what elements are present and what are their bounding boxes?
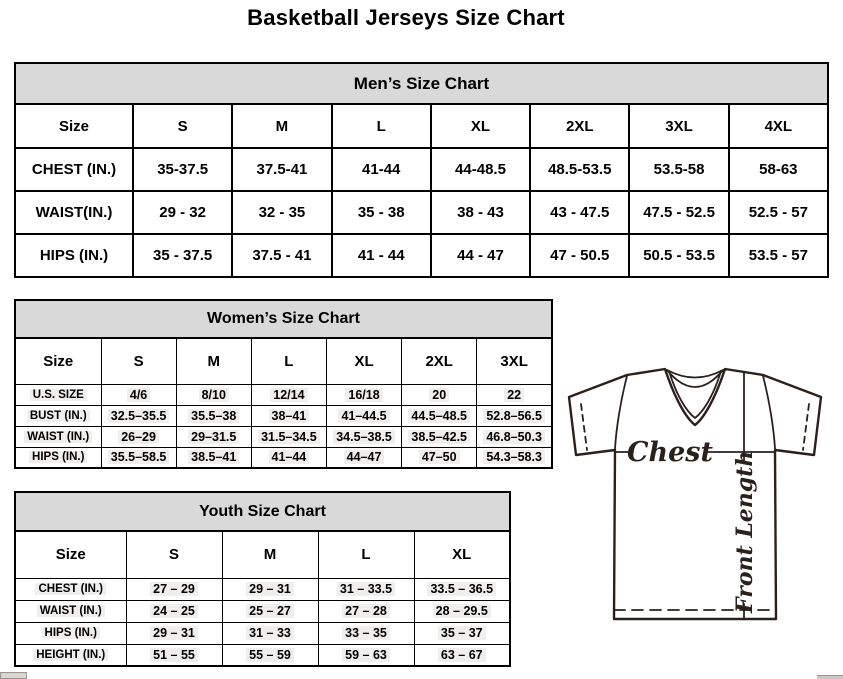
table-row: [15, 405, 552, 426]
size-value-cell: 41 - 44: [332, 234, 431, 277]
front-length-label: Front Length: [732, 450, 758, 613]
row-label: HEIGHT (IN.): [15, 644, 126, 666]
size-value-cell: 26–29: [101, 426, 176, 447]
size-value-cell: 44-48.5: [431, 148, 530, 191]
youth-chart-title: Youth Size Chart: [15, 492, 510, 531]
size-column-header: S: [101, 338, 176, 384]
size-value-cell: 27 – 29: [126, 578, 222, 600]
row-label: HIPS (IN.): [15, 447, 101, 468]
size-value-cell: 29 - 32: [133, 191, 232, 234]
mens-chart-title-row: [15, 63, 828, 104]
size-value-cell: 38.5–42.5: [402, 426, 477, 447]
size-value-cell: 27 – 28: [318, 600, 414, 622]
youth-chart-title-row: [15, 492, 510, 531]
size-value-cell: 34.5–38.5: [326, 426, 401, 447]
size-value-cell: 44 - 47: [431, 234, 530, 277]
size-value-cell: 29 – 31: [222, 578, 318, 600]
size-value-cell: 35 - 38: [332, 191, 431, 234]
size-value-cell: 46.8–50.3: [477, 426, 552, 447]
row-label: HIPS (IN.): [15, 622, 126, 644]
mens-size-chart-table: [14, 62, 829, 278]
row-label: U.S. SIZE: [15, 384, 101, 405]
size-value-cell: 31.5–34.5: [251, 426, 326, 447]
size-value-cell: 58-63: [729, 148, 828, 191]
size-column-header: M: [222, 531, 318, 578]
table-row: [15, 426, 552, 447]
left-cuff-stitch-line: [581, 404, 587, 450]
left-armhole-seam: [615, 376, 627, 449]
row-label: HIPS (IN.): [15, 234, 133, 277]
table-row: [15, 622, 510, 644]
size-value-cell: 35.5–58.5: [101, 447, 176, 468]
row-label: CHEST (IN.): [15, 148, 133, 191]
size-value-cell: 48.5-53.5: [530, 148, 629, 191]
size-column-header: M: [176, 338, 251, 384]
youth-chart-column-header-row: [15, 531, 510, 578]
size-column-header: 2XL: [402, 338, 477, 384]
row-label: WAIST (IN.): [15, 600, 126, 622]
jersey-outline: [569, 369, 821, 619]
size-value-cell: 38 - 43: [431, 191, 530, 234]
size-column-header: M: [232, 104, 331, 148]
size-value-cell: 12/14: [251, 384, 326, 405]
size-column-header: 3XL: [629, 104, 728, 148]
scrollbar-fragment-right[interactable]: [817, 675, 843, 679]
size-value-cell: 33.5 – 36.5: [414, 578, 510, 600]
size-value-cell: 44–47: [326, 447, 401, 468]
size-value-cell: 41–44.5: [326, 405, 401, 426]
size-value-cell: 35 - 37.5: [133, 234, 232, 277]
youth-size-chart-table: [14, 491, 511, 667]
size-value-cell: 16/18: [326, 384, 401, 405]
size-value-cell: 52.8–56.5: [477, 405, 552, 426]
table-row: [15, 234, 828, 277]
size-value-cell: 33 – 35: [318, 622, 414, 644]
chest-label: Chest: [627, 437, 713, 468]
size-column-header: 4XL: [729, 104, 828, 148]
table-row: [15, 578, 510, 600]
right-armhole-seam: [763, 376, 775, 449]
size-value-cell: 35-37.5: [133, 148, 232, 191]
womens-chart-title: Women’s Size Chart: [15, 300, 552, 338]
womens-chart-column-header-row: [15, 338, 552, 384]
size-column-header: XL: [326, 338, 401, 384]
size-column-header: XL: [414, 531, 510, 578]
page-title: Basketball Jerseys Size Chart: [247, 5, 565, 30]
size-value-cell: 59 – 63: [318, 644, 414, 666]
size-value-cell: 20: [402, 384, 477, 405]
table-row: [15, 644, 510, 666]
size-value-cell: 29 – 31: [126, 622, 222, 644]
table-row: [15, 384, 552, 405]
right-cuff-stitch-line: [803, 404, 809, 450]
size-label-column-header: Size: [15, 104, 133, 148]
size-value-cell: 47.5 - 52.5: [629, 191, 728, 234]
size-label-column-header: Size: [15, 531, 126, 578]
size-column-header: L: [251, 338, 326, 384]
size-value-cell: 24 – 25: [126, 600, 222, 622]
mens-chart-column-header-row: [15, 104, 828, 148]
womens-chart-title-row: [15, 300, 552, 338]
size-value-cell: 25 – 27: [222, 600, 318, 622]
size-column-header: XL: [431, 104, 530, 148]
size-value-cell: 43 - 47.5: [530, 191, 629, 234]
size-value-cell: 35 – 37: [414, 622, 510, 644]
size-value-cell: 44.5–48.5: [402, 405, 477, 426]
size-value-cell: 53.5-58: [629, 148, 728, 191]
size-value-cell: 37.5 - 41: [232, 234, 331, 277]
size-value-cell: 55 – 59: [222, 644, 318, 666]
mens-chart-title: Men’s Size Chart: [15, 63, 828, 104]
size-value-cell: 41-44: [332, 148, 431, 191]
size-column-header: 2XL: [530, 104, 629, 148]
size-value-cell: 37.5-41: [232, 148, 331, 191]
row-label: WAIST (IN.): [15, 426, 101, 447]
row-label: CHEST (IN.): [15, 578, 126, 600]
size-value-cell: 53.5 - 57: [729, 234, 828, 277]
collar-mid-line: [667, 370, 723, 387]
jersey-icon: [556, 361, 834, 628]
size-value-cell: 32 - 35: [232, 191, 331, 234]
size-label-column-header: Size: [15, 338, 101, 384]
size-value-cell: 8/10: [176, 384, 251, 405]
size-value-cell: 54.3–58.3: [477, 447, 552, 468]
size-value-cell: 52.5 - 57: [729, 191, 828, 234]
size-value-cell: 29–31.5: [176, 426, 251, 447]
table-row: [15, 600, 510, 622]
size-value-cell: 38.5–41: [176, 447, 251, 468]
size-column-header: S: [126, 531, 222, 578]
size-column-header: S: [133, 104, 232, 148]
size-value-cell: 22: [477, 384, 552, 405]
size-value-cell: 32.5–35.5: [101, 405, 176, 426]
row-label: BUST (IN.): [15, 405, 101, 426]
womens-size-chart-table: [14, 299, 553, 469]
table-row: [15, 447, 552, 468]
size-value-cell: 4/6: [101, 384, 176, 405]
size-value-cell: 31 – 33: [222, 622, 318, 644]
scrollbar-fragment-left[interactable]: [0, 672, 27, 679]
size-value-cell: 47 - 50.5: [530, 234, 629, 277]
size-value-cell: 51 – 55: [126, 644, 222, 666]
size-value-cell: 50.5 - 53.5: [629, 234, 728, 277]
table-row: [15, 191, 828, 234]
size-value-cell: 47–50: [402, 447, 477, 468]
row-label: WAIST(IN.): [15, 191, 133, 234]
size-value-cell: 38–41: [251, 405, 326, 426]
size-value-cell: 35.5–38: [176, 405, 251, 426]
jersey-measurement-diagram: [556, 361, 834, 628]
size-value-cell: 41–44: [251, 447, 326, 468]
size-value-cell: 63 – 67: [414, 644, 510, 666]
collar-back-line: [667, 370, 723, 378]
size-column-header: L: [332, 104, 431, 148]
table-row: [15, 148, 828, 191]
size-column-header: 3XL: [477, 338, 552, 384]
size-column-header: L: [318, 531, 414, 578]
size-value-cell: 28 – 29.5: [414, 600, 510, 622]
size-value-cell: 31 – 33.5: [318, 578, 414, 600]
